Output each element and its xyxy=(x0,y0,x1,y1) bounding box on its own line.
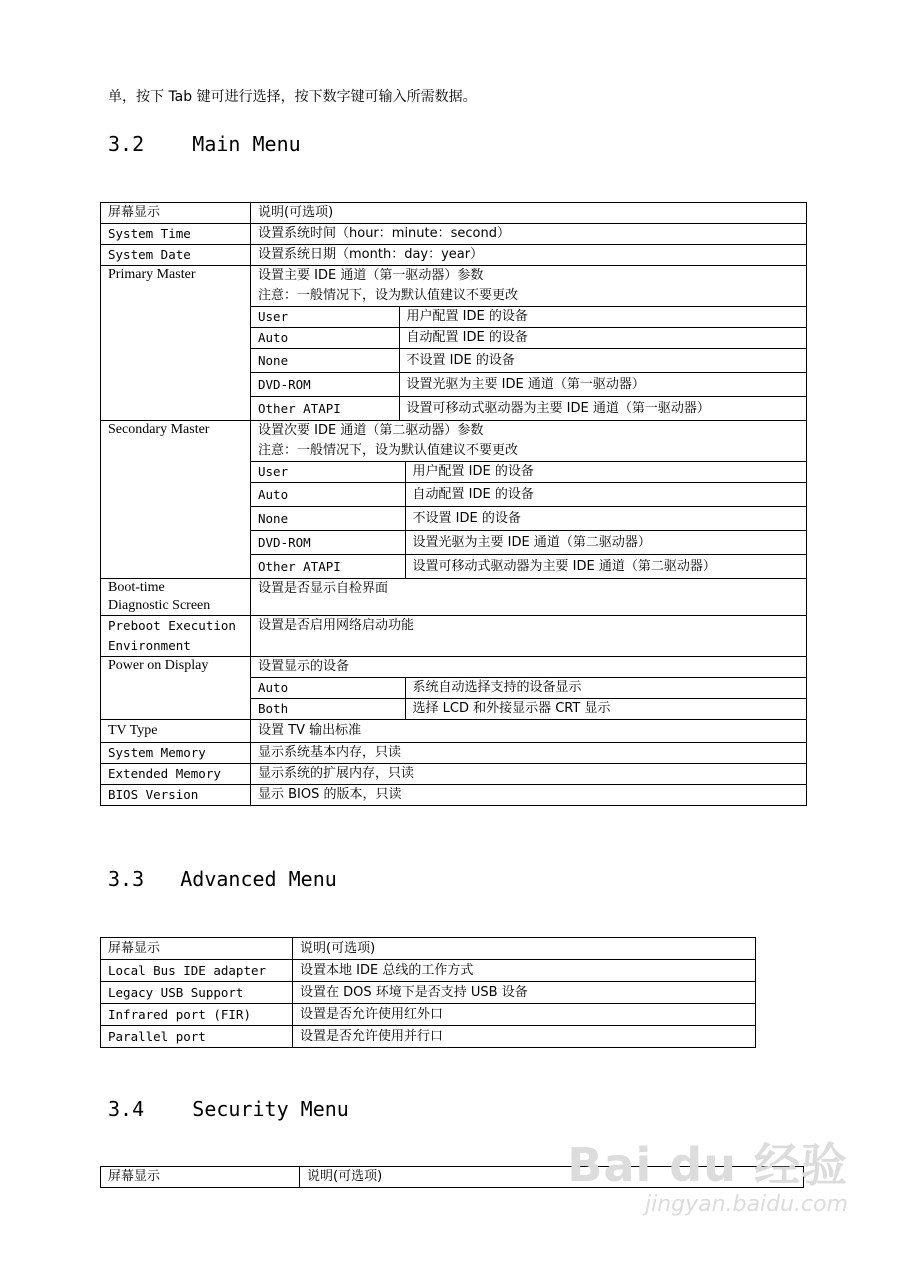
option-row xyxy=(251,307,806,328)
row-label-line1: Preboot Execution xyxy=(108,618,236,633)
advanced-menu-table xyxy=(100,937,756,1048)
option-desc: 设置光驱为主要 IDE 通道（第一驱动器） xyxy=(399,373,806,397)
table-row xyxy=(101,960,756,982)
primary-master-note: 注意：一般情况下，设为默认值建议不要更改 xyxy=(251,286,806,307)
option-value: User xyxy=(251,307,399,328)
row-label: Local Bus IDE adapter xyxy=(101,960,293,982)
option-value: None xyxy=(251,349,399,373)
row-label: Legacy USB Support xyxy=(101,982,293,1004)
row-description: 显示 BIOS 的版本，只读 xyxy=(251,785,807,806)
row-description: 设置系统时间（hour：minute：second） xyxy=(251,224,807,245)
option-value: Other ATAPI xyxy=(251,555,405,579)
row-description: 显示系统基本内存，只读 xyxy=(251,743,807,764)
power-on-display-details xyxy=(251,657,807,720)
row-label-line1: Boot-time xyxy=(108,580,165,595)
table-row-secondary-master xyxy=(101,421,807,579)
row-label: System Time xyxy=(101,224,251,245)
option-row xyxy=(251,328,806,349)
table-row-system-date xyxy=(101,245,807,266)
option-row xyxy=(251,483,806,507)
row-description: 设置是否显示自检界面 xyxy=(251,579,807,616)
option-row xyxy=(251,373,806,397)
option-row xyxy=(251,462,806,483)
secondary-master-options xyxy=(251,462,806,578)
row-description: 设置是否启用网络启动功能 xyxy=(251,616,807,657)
header-description: 说明(可选项) xyxy=(300,1167,804,1188)
section-heading-main-menu: 3.2 Main Menu xyxy=(108,132,301,156)
row-label-line2: Environment xyxy=(108,638,191,653)
table-header-row xyxy=(101,938,756,960)
row-label xyxy=(101,616,251,657)
row-label: Primary Master xyxy=(101,266,251,421)
intro-paragraph: 单，按下 Tab 键可进行选择，按下数字键可输入所需数据。 xyxy=(108,89,477,105)
header-screen-display: 屏幕显示 xyxy=(101,203,251,224)
table-row xyxy=(101,1004,756,1026)
option-row xyxy=(251,507,806,531)
secondary-master-desc: 设置次要 IDE 通道（第二驱动器）参数 xyxy=(258,423,484,438)
option-desc: 设置光驱为主要 IDE 通道（第二驱动器） xyxy=(405,531,806,555)
table-row-tv-type xyxy=(101,720,807,743)
table-row-extended-memory xyxy=(101,764,807,785)
row-label: Power on Display xyxy=(101,657,251,720)
main-menu-table xyxy=(100,202,807,806)
row-label: Secondary Master xyxy=(101,421,251,579)
option-row xyxy=(251,531,806,555)
row-label: Extended Memory xyxy=(101,764,251,785)
option-desc: 自动配置 IDE 的设备 xyxy=(399,328,806,349)
option-desc: 用户配置 IDE 的设备 xyxy=(399,307,806,328)
option-row xyxy=(251,397,806,421)
row-label: System Memory xyxy=(101,743,251,764)
table-row-preboot xyxy=(101,616,807,657)
secondary-master-details xyxy=(251,421,807,579)
option-value: None xyxy=(251,507,405,531)
option-value: Both xyxy=(251,699,405,720)
header-screen-display: 屏幕显示 xyxy=(101,1167,300,1188)
row-description: 设置系统日期（month：day：year） xyxy=(251,245,807,266)
option-value: Auto xyxy=(251,483,405,507)
option-desc: 不设置 IDE 的设备 xyxy=(405,507,806,531)
table-header-row xyxy=(101,203,807,224)
row-label: Infrared port (FIR) xyxy=(101,1004,293,1026)
section-heading-security-menu: 3.4 Security Menu xyxy=(108,1097,349,1121)
table-row-bios-version xyxy=(101,785,807,806)
option-row xyxy=(251,678,806,699)
option-desc: 不设置 IDE 的设备 xyxy=(399,349,806,373)
option-value: Auto xyxy=(251,328,399,349)
option-row xyxy=(251,699,806,720)
row-description: 设置在 DOS 环境下是否支持 USB 设备 xyxy=(293,982,756,1004)
row-label: BIOS Version xyxy=(101,785,251,806)
table-row xyxy=(101,982,756,1004)
watermark-logo: Bai du 经验 xyxy=(567,1138,848,1192)
option-value: Other ATAPI xyxy=(251,397,399,421)
option-value: User xyxy=(251,462,405,483)
table-row-power-on-display xyxy=(101,657,807,720)
row-description: 设置是否允许使用红外口 xyxy=(293,1004,756,1026)
option-value: DVD-ROM xyxy=(251,373,399,397)
table-row xyxy=(101,1026,756,1048)
table-row-primary-master xyxy=(101,266,807,421)
option-desc: 设置可移动式驱动器为主要 IDE 通道（第一驱动器） xyxy=(406,401,710,416)
option-desc: 用户配置 IDE 的设备 xyxy=(405,462,806,483)
row-description: 设置是否允许使用并行口 xyxy=(293,1026,756,1048)
row-label: TV Type xyxy=(101,720,251,743)
option-desc: 系统自动选择支持的设备显示 xyxy=(405,678,806,699)
option-row xyxy=(251,555,806,579)
row-label-line2: Diagnostic Screen xyxy=(108,598,211,613)
option-value: DVD-ROM xyxy=(251,531,405,555)
primary-master-options xyxy=(251,307,806,420)
option-desc: 选择 LCD 和外接显示器 CRT 显示 xyxy=(412,701,611,716)
watermark-url: jingyan.baidu.com xyxy=(644,1192,848,1217)
row-label: Parallel port xyxy=(101,1026,293,1048)
table-row-system-time xyxy=(101,224,807,245)
row-description: 设置 TV 输出标准 xyxy=(251,720,807,743)
primary-master-desc: 设置主要 IDE 通道（第一驱动器）参数 xyxy=(258,268,484,283)
option-row xyxy=(251,349,806,373)
option-value: Auto xyxy=(251,678,405,699)
section-heading-advanced-menu: 3.3 Advanced Menu xyxy=(108,867,337,891)
header-description: 说明(可选项) xyxy=(251,203,807,224)
power-on-display-options xyxy=(251,678,806,719)
option-desc: 设置可移动式驱动器为主要 IDE 通道（第二驱动器） xyxy=(412,559,716,574)
table-row-boot-time xyxy=(101,579,807,616)
power-on-display-desc: 设置显示的设备 xyxy=(251,657,806,678)
row-label: System Date xyxy=(101,245,251,266)
row-description: 显示系统的扩展内存，只读 xyxy=(251,764,807,785)
secondary-master-note: 注意：一般情况下，设为默认值建议不要更改 xyxy=(251,441,806,462)
header-screen-display: 屏幕显示 xyxy=(101,938,293,960)
baidu-jingyan-watermark xyxy=(567,1140,848,1220)
option-desc: 自动配置 IDE 的设备 xyxy=(405,483,806,507)
row-description: 设置本地 IDE 总线的工作方式 xyxy=(293,960,756,982)
header-description: 说明(可选项) xyxy=(293,938,756,960)
row-label xyxy=(101,579,251,616)
primary-master-details xyxy=(251,266,807,421)
table-row-system-memory xyxy=(101,743,807,764)
